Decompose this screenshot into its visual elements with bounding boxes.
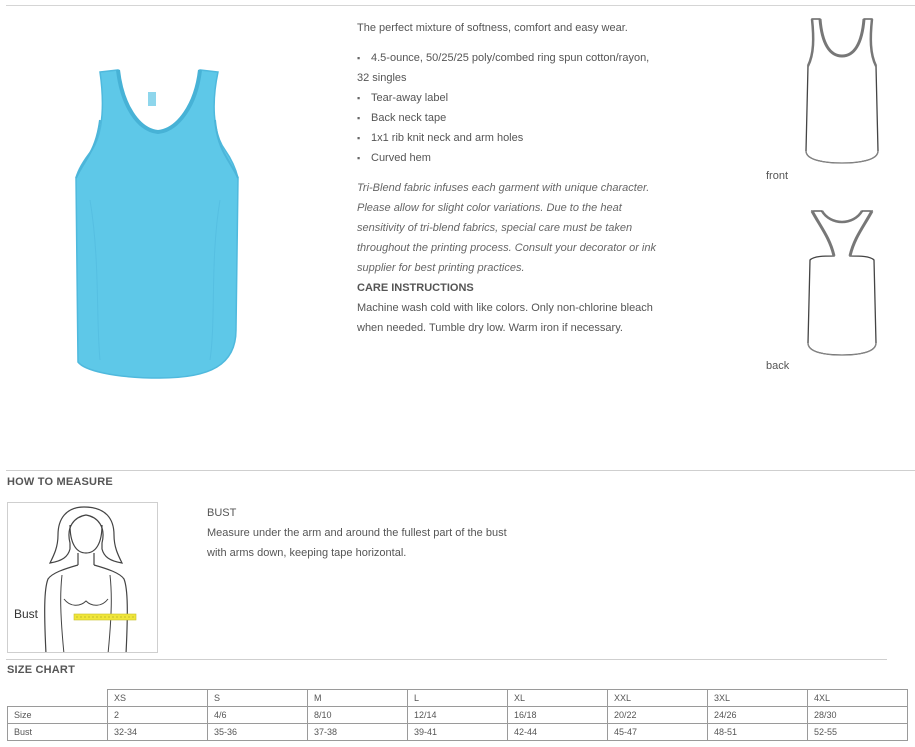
table-header-row (8, 690, 908, 707)
care-instructions: Machine wash cold with like colors. Only non-chlorine bleach when needed. Tumble dry low. Warm iron if necessary. (357, 302, 653, 334)
table-header-cell: L (408, 690, 508, 707)
row-label: Bust (8, 724, 108, 741)
row-label: Size (8, 707, 108, 724)
feature-item: ▪ Back neck tape (357, 108, 677, 128)
back-label: back (766, 360, 790, 372)
table-header-cell: XL (508, 690, 608, 707)
table-row (8, 707, 908, 724)
table-cell: 48-51 (708, 724, 808, 741)
measure-instructions (207, 503, 527, 563)
table-cell: 37-38 (308, 724, 408, 741)
table-header-cell: 3XL (708, 690, 808, 707)
table-header-cell: XXL (608, 690, 708, 707)
bust-figure-label: Bust (14, 607, 39, 621)
table-cell: 35-36 (208, 724, 308, 741)
table-cell: 39-41 (408, 724, 508, 741)
table-cell: 2 (108, 707, 208, 724)
table-cell: 32-34 (108, 724, 208, 741)
table-cell: 16/18 (508, 707, 608, 724)
table-cell: 24/26 (708, 707, 808, 724)
size-chart-title: SIZE CHART (7, 664, 75, 676)
table-cell: 20/22 (608, 707, 708, 724)
measure-heading: BUST (207, 507, 237, 519)
fabric-note: Tri-Blend fabric infuses each garment with unique character. Please allow for slight color variations. Due to the heat sensitivity of tri-blend fabrics, special care must be taken throughout the printing process. Consult your decorator or ink supplier for best printing practices. (357, 182, 656, 274)
feature-list (357, 48, 677, 168)
table-cell: 52-55 (808, 724, 908, 741)
feature-item: ▪ 4.5-ounce, 50/25/25 poly/combed ring spun cotton/rayon, 32 singles (357, 48, 677, 88)
feature-item: ▪ Curved hem (357, 148, 677, 168)
table-cell: 42-44 (508, 724, 608, 741)
table-header-cell: 4XL (808, 690, 908, 707)
table-cell: 4/6 (208, 707, 308, 724)
care-instructions-title: CARE INSTRUCTIONS (357, 282, 474, 294)
feature-item-continued: 32 singles (357, 72, 407, 84)
product-description (357, 18, 677, 338)
table-cell: 28/30 (808, 707, 908, 724)
size-chart-table (7, 689, 908, 741)
table-header-cell: XS (108, 690, 208, 707)
product-image (60, 60, 260, 390)
table-cell: 45-47 (608, 724, 708, 741)
table-header-cell: M (308, 690, 408, 707)
front-label: front (766, 170, 789, 182)
table-cell: 8/10 (308, 707, 408, 724)
section-divider (6, 470, 915, 471)
measure-line: Measure under the arm and around the fullest part of the bust (207, 527, 507, 539)
table-corner (8, 690, 108, 707)
feature-item: ▪ Tear-away label (357, 88, 677, 108)
back-sketch (804, 208, 880, 358)
front-sketch (800, 16, 884, 166)
table-row (8, 724, 908, 741)
feature-item: ▪ 1x1 rib knit neck and arm holes (357, 128, 677, 148)
measure-line: with arms down, keeping tape horizontal. (207, 547, 407, 559)
description-intro: The perfect mixture of softness, comfort and easy wear. (357, 22, 628, 34)
how-to-measure-title: HOW TO MEASURE (7, 476, 113, 488)
table-cell: 12/14 (408, 707, 508, 724)
measure-figure (7, 502, 158, 653)
top-divider (6, 5, 915, 6)
table-header-cell: S (208, 690, 308, 707)
section-divider (6, 659, 887, 660)
